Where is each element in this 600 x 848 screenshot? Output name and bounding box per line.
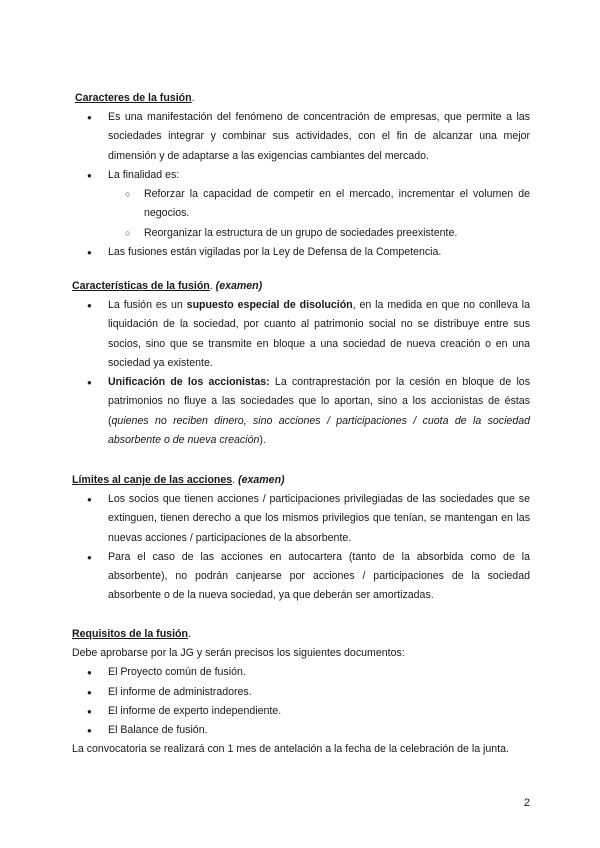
text: La fusión es un [108, 299, 187, 311]
bullet-list [72, 243, 530, 262]
bullet-list [72, 490, 530, 606]
section-heading: Límites al canje de las acciones. (examen) [72, 474, 285, 486]
bold-term: supuesto especial de disolución [186, 299, 353, 311]
section-heading: Requisitos de la fusión. [72, 628, 191, 640]
bullet-list [72, 296, 530, 450]
text: ). [259, 434, 266, 447]
bold-term: Unificación de los accionistas: [108, 376, 270, 389]
bullet-list [72, 108, 530, 185]
section-heading: Características de la fusión. (examen) [72, 280, 263, 292]
exam-tag: (examen) [238, 474, 285, 486]
section-heading: Caracteres de la fusión. [75, 92, 195, 104]
section-limites [72, 470, 530, 606]
heading-title: Caracteres de la fusión [75, 92, 192, 104]
section-requisitos [72, 624, 530, 760]
list-item: ● Es una manifestación del fenómeno de concentración de empresas, que permite a las sociedades integrar y combinar sus actividades, con el fin de alcanzar una mejor dimensión y de adaptarse a las exigencias cambiantes del mercado. [72, 108, 530, 166]
exam-tag: (examen) [215, 280, 263, 292]
heading-title: Requisitos de la fusión [72, 628, 188, 640]
section-caracteres [72, 88, 530, 262]
heading-title: Características de la fusión [72, 280, 210, 292]
sub-list-item: ○ Reorganizar la estructura de un grupo de sociedades preexistente. [72, 224, 530, 243]
list-item [72, 373, 530, 450]
list-item: ● El Balance de fusión. [72, 721, 530, 740]
sub-list-item: ○ Reforzar la capacidad de competir en el mercado, incrementar el volumen de negocios. [72, 185, 530, 224]
section-caracteristicas [72, 276, 530, 450]
list-item: ● Para el caso de las acciones en autocartera (tanto de la absorbida como de la absorbente), no podrán canjearse por acciones / participaciones de la sociedad absorbente o de la nueva sociedad, ya que deberán ser amortizadas. [72, 548, 530, 606]
list-item [72, 296, 530, 373]
list-item-text: La finalidad es: [108, 168, 180, 181]
italic-note: quienes no reciben dinero, sino acciones / participaciones / cuota de la sociedad absorbente o de nueva creación [108, 414, 530, 447]
page-number: 2 [523, 797, 530, 809]
list-item: ● El informe de administradores. [72, 683, 530, 702]
list-item [72, 166, 530, 185]
list-item: ● Las fusiones están vigiladas por la Ley de Defensa de la Competencia. [72, 243, 530, 262]
text: La contraprestación por la cesión en bloque de los patrimonios no fluye a las sociedades que lo aportan, sino a los accionistas de éstas ( [108, 376, 530, 427]
closing-text: La convocatoria se realizará con 1 mes de antelación a la fecha de la celebración de la junta. [72, 743, 509, 756]
sub-bullet-list [72, 185, 530, 243]
list-item: ● El Proyecto común de fusión. [72, 663, 530, 682]
intro-text: Debe aprobarse por la JG y serán precisos los siguientes documentos: [72, 647, 405, 659]
list-item: ● Los socios que tienen acciones / participaciones privilegiadas de las sociedades que se extinguen, tienen derecho a que los mismos privilegios que tenían, se mantengan en las nuevas acciones / participaciones de la absorbente. [72, 490, 530, 548]
requirements-list [72, 663, 530, 740]
text: , en la medida en que no conlleva la liquidación de la sociedad, por cuanto al patrimonio social no se distribuye entre sus socios, sino que se transmite en bloque a una sociedad de nueva creación o en una sociedad ya existente. [108, 299, 530, 369]
heading-title: Límites al canje de las acciones [72, 474, 233, 486]
list-item: ● El informe de experto independiente. [72, 702, 530, 721]
